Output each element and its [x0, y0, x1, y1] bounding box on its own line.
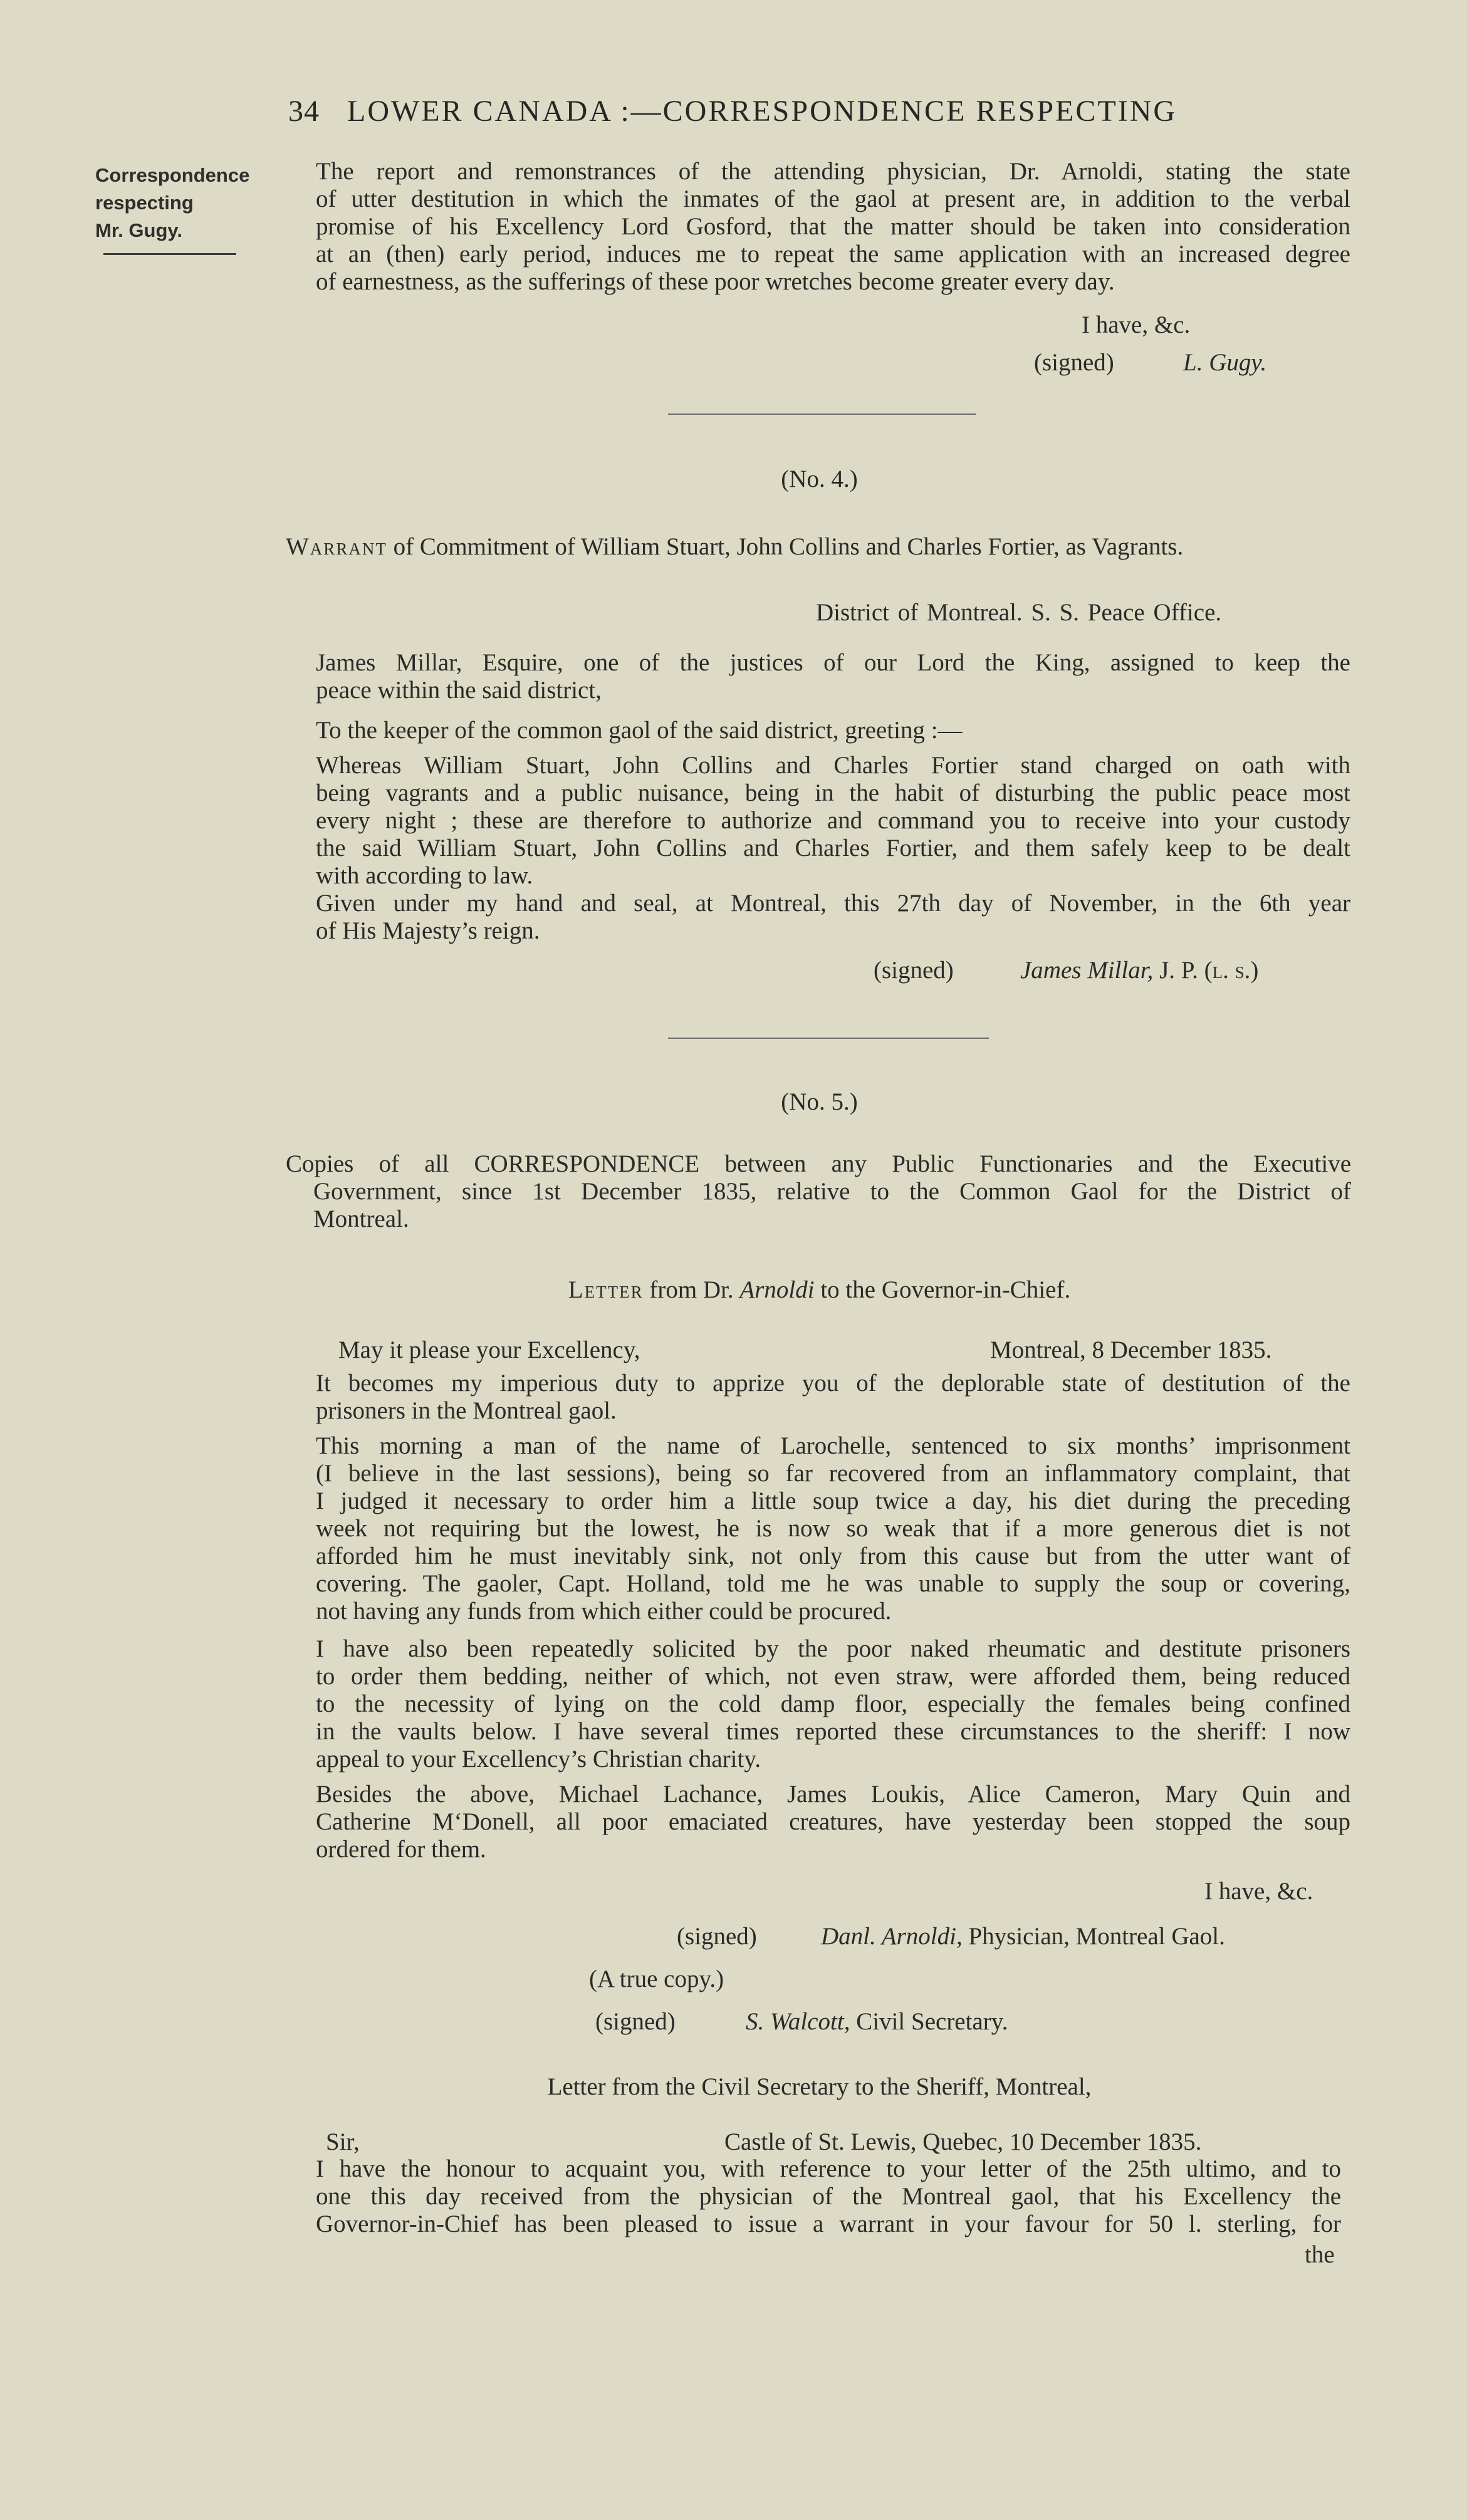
text-line: Montreal. [313, 1205, 409, 1232]
page-number: 34 [288, 95, 320, 128]
warrant-paragraph [288, 890, 1350, 945]
text-line: Copies of all CORRESPONDENCE between any Public Functionaries and the Executive [286, 1150, 1351, 1177]
signature-title: J. P. (l. s.) [1159, 957, 1259, 984]
text-line: not having any funds from which either could be procured. [316, 1598, 892, 1625]
text-line: appeal to your Excellency’s Christian charity. [316, 1746, 761, 1773]
copies-heading [286, 1150, 1351, 1233]
signature-title: Civil Secretary. [856, 2008, 1008, 2035]
margin-note-line: Mr. Gugy. [95, 219, 182, 241]
signature-millar [1020, 956, 1258, 984]
text-line: of utter destitution in which the inmates of the gaol at present are, in addition to the verbal [316, 185, 1350, 212]
text-line: with according to law. [316, 862, 533, 889]
text-line: Government, since 1st December 1835, relative to the Common Gaol for the District of [313, 1178, 1351, 1205]
text-line: in the vaults below. I have several times reported these circumstances to the sheriff: I now [316, 1718, 1350, 1745]
letter-paragraph [288, 2155, 1341, 2238]
signed-label: (signed) [595, 2008, 676, 2035]
text-line: week not requiring but the lowest, he is now so weak that if a more generous diet is not [316, 1515, 1350, 1542]
text-line: being vagrants and a public nuisance, being in the habit of disturbing the public peace most [316, 779, 1350, 806]
text-line: Whereas William Stuart, John Collins and Charles Fortier stand charged on oath with [316, 752, 1350, 779]
text-line: peace within the said district, [316, 677, 602, 704]
letter2-heading: Letter from the Civil Secretary to the Sheriff, Montreal, [547, 2073, 1092, 2100]
letter-paragraph [288, 1432, 1350, 1625]
text-line: Given under my hand and seal, at Montreal, this 27th day of November, in the 6th year [316, 890, 1350, 917]
warrant-title-sc: Warrant [286, 533, 387, 560]
letter-heading [288, 1276, 1350, 1304]
district-line: District of Montreal. S. S. Peace Office. [816, 599, 1222, 626]
signed-label: (signed) [1034, 349, 1114, 376]
text-line: To the keeper of the common gaol of the said district, greeting :— [316, 717, 963, 744]
section-divider [668, 1038, 989, 1039]
warrant-paragraph [288, 717, 1350, 744]
section-divider [668, 414, 976, 415]
text-line: James Millar, Esquire, one of the justices of our Lord the King, assigned to keep the [316, 649, 1350, 676]
warrant-paragraph [288, 752, 1350, 890]
signed-label: (signed) [874, 957, 954, 984]
signature-name: Danl. Arnoldi, [821, 1923, 963, 1950]
text-line: the said William Stuart, John Collins and Charles Fortier, and them safely keep to be dealt [316, 835, 1350, 862]
section-heading-no5: (No. 5.) [781, 1088, 858, 1115]
running-title: LOWER CANADA :—CORRESPONDENCE RESPECTING [347, 95, 1177, 128]
margin-rule [103, 253, 236, 255]
text-line: The report and remonstrances of the attending physician, Dr. Arnoldi, stating the state [316, 158, 1350, 185]
warrant-title-rest: of Commitment of William Stuart, John Collins and Charles Fortier, as Vagrants. [393, 533, 1184, 560]
signature-name: S. Walcott, [746, 2008, 850, 2035]
text-line: I judged it necessary to order him a little soup twice a day, his diet during the preceding [316, 1487, 1350, 1514]
text-line: Governor-in-Chief has been pleased to issue a warrant in your favour for 50 l. sterling, for [316, 2210, 1341, 2237]
signed-label: (signed) [677, 1923, 757, 1950]
text-line: afforded him he must inevitably sink, not only from this cause but from the utter want of [316, 1543, 1350, 1570]
signature-arnoldi [821, 1922, 1225, 1950]
text-line: I have also been repeatedly solicited by the poor naked rheumatic and destitute prisoners [316, 1635, 1350, 1662]
letter-heading-sc: Letter [568, 1276, 644, 1303]
text-line: prisoners in the Montreal gaol. [316, 1397, 617, 1424]
text-line: promise of his Excellency Lord Gosford, that the matter should be taken into consideration [316, 213, 1350, 240]
salutation: May it please your Excellency, [338, 1336, 640, 1363]
text-line: every night ; these are therefore to authorize and command you to receive into your custody [316, 807, 1350, 834]
signature-walcott [746, 2007, 1008, 2036]
running-header [288, 94, 1177, 128]
text-line: This morning a man of the name of Larochelle, sentenced to six months’ imprisonment [316, 1432, 1350, 1459]
text-line: It becomes my imperious duty to apprize you of the deplorable state of destitution of the [316, 1370, 1350, 1397]
letter-paragraph [288, 1781, 1350, 1863]
text-line: one this day received from the physician of the Montreal gaol, that his Excellency the [316, 2183, 1341, 2210]
letter-paragraph [288, 1370, 1350, 1425]
letter-heading-from: from Dr. [649, 1276, 734, 1303]
warrant-title [286, 533, 1183, 561]
warrant-paragraph [288, 649, 1350, 704]
signature-name: James Millar, [1020, 957, 1154, 984]
text-line: I have the honour to acquaint you, with reference to your letter of the 25th ultimo, and to [316, 2155, 1341, 2182]
letter-heading-to: to the Governor-in-Chief. [820, 1276, 1071, 1303]
margin-note [95, 162, 264, 244]
section-heading-no4: (No. 4.) [781, 466, 858, 492]
margin-note-line: respecting [95, 192, 194, 214]
closing-have: I have, &c. [1082, 311, 1191, 338]
text-line: covering. The gaoler, Capt. Holland, told me he was unable to supply the soup or covering, [316, 1570, 1350, 1597]
text-line: at an (then) early period, induces me to repeat the same application with an increased degree [316, 241, 1350, 268]
letter-heading-name: Arnoldi [739, 1276, 815, 1303]
true-copy-note: (A true copy.) [589, 1965, 724, 1992]
place-date: Montreal, 8 December 1835. [990, 1336, 1272, 1363]
signature-gugy: L. Gugy. [1183, 349, 1267, 376]
text-line: to order them bedding, neither of which, not even straw, were afforded them, being reduced [316, 1663, 1350, 1690]
signature-title: Physician, Montreal Gaol. [968, 1923, 1225, 1950]
text-line: Catherine M‘Donell, all poor emaciated creatures, have yesterday been stopped the soup [316, 1808, 1350, 1835]
intro-paragraph [288, 158, 1350, 296]
catchword: the [1305, 2241, 1335, 2268]
text-line: of earnestness, as the sufferings of these poor wretches become greater every day. [316, 268, 1115, 295]
closing-have: I have, &c. [1204, 1878, 1313, 1905]
text-line: ordered for them. [316, 1836, 486, 1863]
letter-paragraph [288, 1635, 1350, 1773]
text-line: Besides the above, Michael Lachance, James Loukis, Alice Cameron, Mary Quin and [316, 1781, 1350, 1808]
place-date: Castle of St. Lewis, Quebec, 10 December 1835. [724, 2128, 1202, 2155]
text-line: (I believe in the last sessions), being so far recovered from an inflammatory complaint, that [316, 1460, 1350, 1487]
salutation: Sir, [326, 2128, 360, 2155]
text-line: of His Majesty’s reign. [316, 917, 540, 944]
margin-note-line: Correspondence [95, 164, 250, 186]
text-line: to the necessity of lying on the cold damp floor, especially the females being confined [316, 1690, 1350, 1717]
